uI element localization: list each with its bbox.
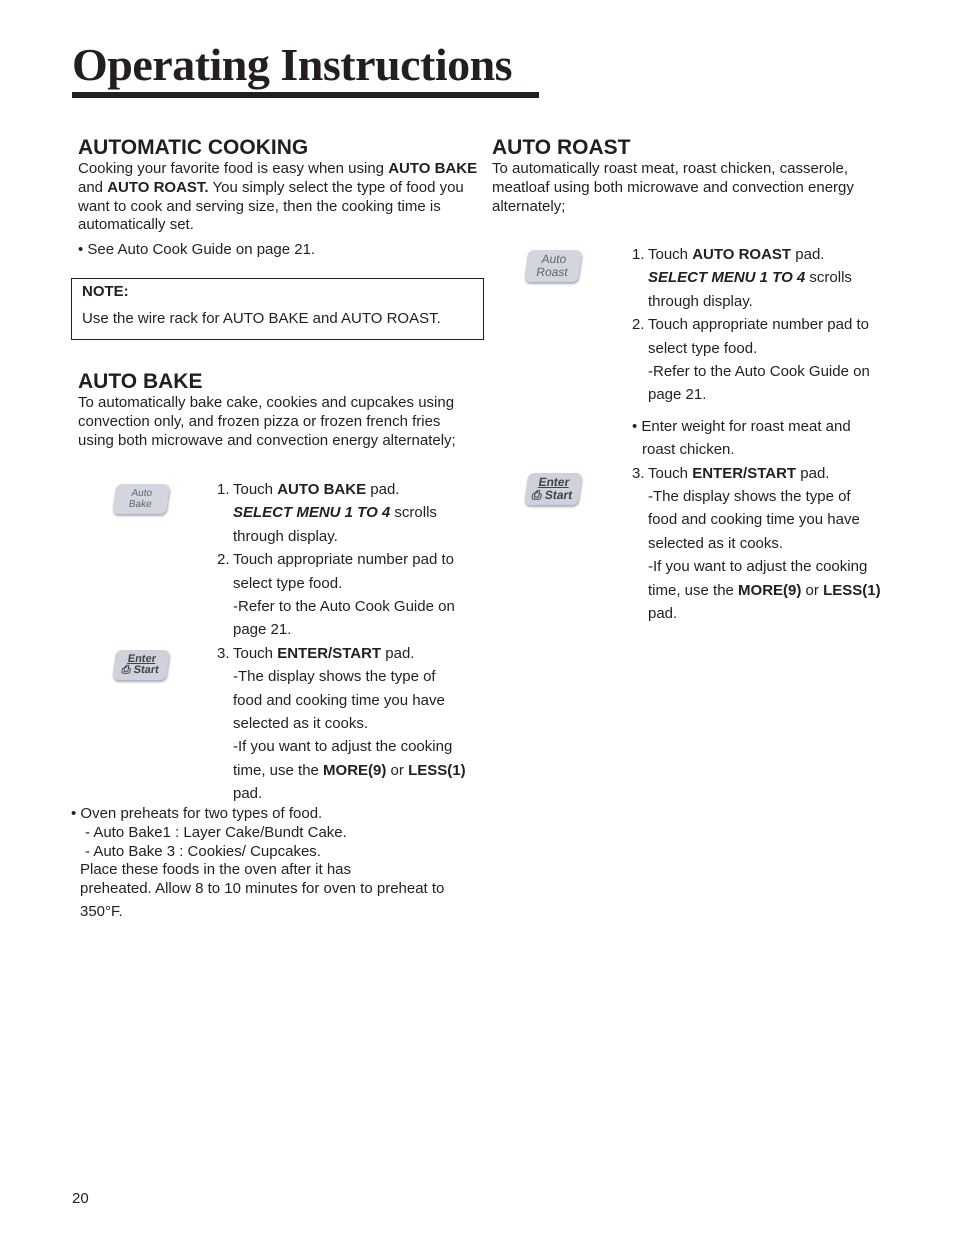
step-bold-text: AUTO BAKE	[277, 481, 367, 498]
more-pad-label: MORE(9)	[323, 761, 387, 779]
enter-pad-line1: Enter	[537, 475, 571, 489]
auto-roast-pad-icon	[524, 250, 582, 282]
step-2	[632, 313, 912, 336]
step-text-part: or	[386, 761, 409, 779]
auto-bake-pad-line2: Bake	[128, 499, 153, 510]
step-bold-text: ENTER/START	[692, 464, 797, 482]
step-text	[233, 642, 414, 665]
step-text	[648, 243, 824, 266]
step-text-part: Touch	[648, 464, 693, 482]
auto-bake-pad-line1: Auto	[130, 488, 153, 499]
preheat-line: preheated. Allow 8 to 10 minutes for oven to preheat to	[80, 880, 445, 898]
step-line: -Refer to the Auto Cook Guide on	[233, 598, 455, 616]
more-pad-label: MORE(9)	[738, 581, 802, 599]
less-pad-label: LESS(1)	[408, 761, 466, 779]
step-line: page 21.	[648, 386, 707, 404]
preheat-line: 350°F.	[80, 902, 123, 920]
step-text-part: scrolls	[390, 504, 437, 522]
enter-start-pad-icon	[524, 473, 582, 505]
enter-pad-line2: ⎙ Start	[531, 488, 574, 502]
preheat-line: • Oven preheats for two types of food.	[71, 805, 323, 822]
step-number: 2.	[217, 551, 230, 569]
intro-auto-roast: AUTO ROAST.	[107, 178, 209, 196]
step-text: Touch appropriate number pad to	[648, 316, 869, 334]
auto-roast-section	[492, 136, 892, 216]
enter-pad-line2: ⎙ Start	[120, 664, 160, 676]
step-text-part: Touch	[233, 481, 278, 498]
step-text: Touch appropriate number pad to	[233, 551, 454, 569]
step-number: 1.	[632, 246, 645, 263]
step-text	[233, 478, 399, 501]
step-text-part: or	[801, 581, 824, 599]
auto-roast-steps	[632, 243, 912, 626]
step-line: select type food.	[233, 574, 343, 592]
step-number: 3.	[632, 464, 645, 482]
intro-auto-bake: AUTO BAKE	[388, 160, 478, 177]
step-text	[648, 462, 829, 485]
step-text-part: scrolls	[805, 269, 852, 287]
preheat-line: - Auto Bake 3 : Cookies/ Cupcakes.	[85, 842, 321, 860]
step-line: -If you want to adjust the cooking	[648, 558, 868, 576]
note-label: NOTE:	[82, 283, 129, 300]
step-text-part: Touch	[233, 644, 278, 662]
step-text-part: pad.	[381, 644, 415, 662]
auto-roast-pad-line1: Auto	[540, 252, 568, 266]
display-message: SELECT MENU 1 TO 4	[233, 504, 391, 522]
step-line	[632, 579, 912, 602]
auto-bake-steps	[217, 478, 487, 806]
step-line: -If you want to adjust the cooking	[233, 738, 453, 756]
step-number: 2.	[632, 316, 645, 334]
step-text-part: pad.	[366, 481, 400, 498]
step-line: through display.	[648, 292, 753, 310]
auto-cook-guide-bullet: • See Auto Cook Guide on page 21.	[78, 241, 316, 259]
step-line: food and cooking time you have	[648, 511, 860, 529]
auto-roast-heading: AUTO ROAST	[492, 136, 631, 159]
step-3	[217, 642, 487, 665]
step-line: -The display shows the type of	[233, 668, 436, 686]
step-line: food and cooking time you have	[233, 691, 445, 709]
note-text: Use the wire rack for AUTO BAKE and AUTO ROAST.	[82, 310, 441, 327]
step-text-part: time, use the	[233, 761, 324, 779]
step-1	[632, 243, 912, 266]
step-number: 1.	[217, 481, 230, 498]
step-bold-text: ENTER/START	[277, 644, 382, 662]
auto-bake-pad-icon	[112, 484, 170, 514]
step-text-part: time, use the	[648, 581, 739, 599]
page-title: Operating Instructions	[72, 39, 513, 90]
intro-text-1: Cooking your favorite food is easy when using	[78, 160, 389, 177]
less-pad-label: LESS(1)	[823, 581, 881, 599]
step-1	[217, 478, 487, 501]
auto-roast-pad-line2: Roast	[535, 265, 569, 279]
weight-note: • Enter weight for roast meat and	[632, 417, 851, 435]
step-line: -Refer to the Auto Cook Guide on	[648, 363, 870, 381]
step-line: -The display shows the type of	[648, 488, 851, 506]
step-3	[632, 462, 912, 485]
automatic-cooking-section	[78, 136, 478, 260]
auto-bake-section	[78, 370, 478, 450]
enter-start-pad-icon	[112, 650, 170, 680]
intro-text-3: You simply select the type of food you want to cook and serving size, then the cooking time is automatically set.	[78, 178, 464, 234]
step-line: pad.	[233, 785, 263, 803]
auto-roast-intro: To automatically roast meat, roast chicken, casserole, meatloaf using both microwave and convection energy alternately;	[492, 160, 854, 215]
step-line: selected as it cooks.	[648, 534, 784, 552]
title-underline	[72, 92, 539, 98]
step-text-part: Touch	[648, 246, 693, 263]
step-bold-text: AUTO ROAST	[692, 246, 792, 263]
auto-bake-intro: To automatically bake cake, cookies and cupcakes using convection only, and frozen pizza or frozen french fries using both microwave and convection energy alternately;	[78, 394, 456, 449]
step-line	[632, 266, 912, 289]
step-text-part: pad.	[796, 464, 830, 482]
enter-pad-line1: Enter	[126, 653, 157, 665]
step-line	[217, 759, 487, 782]
step-line: selected as it cooks.	[233, 715, 369, 733]
step-line: through display.	[233, 527, 338, 545]
auto-bake-heading: AUTO BAKE	[78, 370, 203, 393]
step-line: page 21.	[233, 621, 292, 639]
preheat-line: - Auto Bake1 : Layer Cake/Bundt Cake.	[85, 823, 347, 841]
step-line: pad.	[648, 605, 678, 623]
automatic-cooking-heading: AUTOMATIC COOKING	[78, 136, 309, 159]
step-text-part: pad.	[791, 246, 825, 263]
step-line: select type food.	[648, 339, 758, 357]
weight-note: roast chicken.	[642, 441, 735, 459]
note-box	[71, 278, 484, 340]
display-message: SELECT MENU 1 TO 4	[648, 269, 806, 287]
preheat-line: Place these foods in the oven after it has	[80, 861, 352, 879]
intro-text-2: and	[78, 178, 108, 196]
automatic-cooking-intro	[78, 160, 478, 235]
preheat-note	[71, 805, 491, 922]
page-number: 20	[72, 1190, 89, 1207]
step-line	[217, 501, 487, 524]
step-2	[217, 548, 487, 571]
step-number: 3.	[217, 644, 230, 662]
